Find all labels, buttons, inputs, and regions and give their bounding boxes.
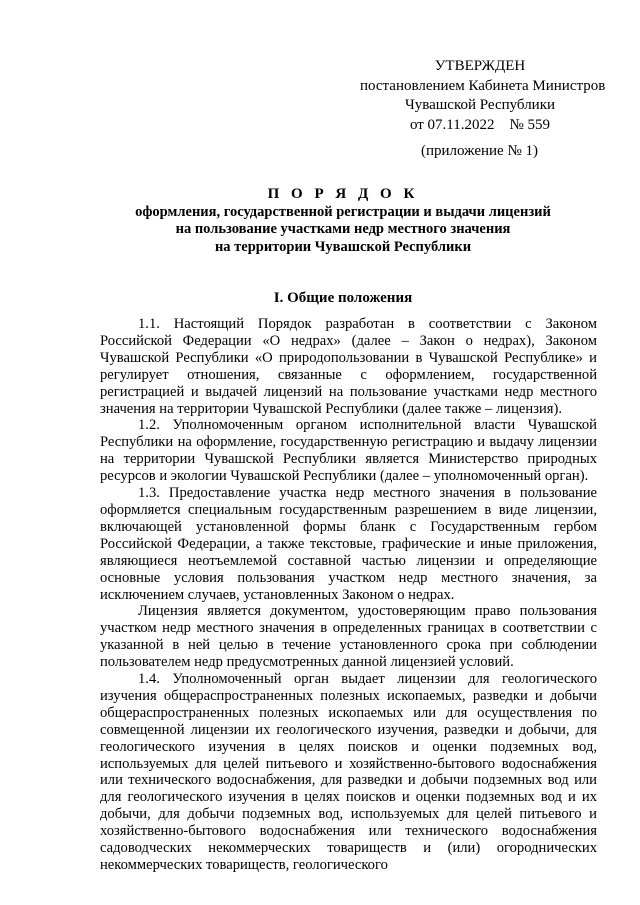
paragraph-1-2: 1.2. Уполномоченным органом исполнительной власти Чувашской Республики на оформление, государственную регистрацию и выдачу лицензии на территории Чувашской Республики является Министерство природных ресурсов и экологии Чувашской Республики (далее – уполномоченный орган). [100,417,597,485]
document-title-line-1: оформления, государственной регистрации и выдачи лицензий [135,203,551,220]
document-title-main: П О Р Я Д О К [267,186,419,202]
paragraph-1-1: 1.1. Настоящий Порядок разработан в соответствии с Законом Российской Федерации «О недрах» (далее – Закон о недрах), Законом Чувашской Республики «О природопользовании в Чувашской Республике» и регулирует отношения, связанные с оформлением, государственной регистрацией и выдачей лицензий на пользование участками недр местного значения на территории Чувашской Республики (далее также – лицензия). [100,316,597,417]
appendix-label: (приложение № 1) [421,143,539,159]
document-title-line-2: на пользование участками недр местного значения [175,221,511,237]
document-title-line-3: на территории Чувашской Республики [214,238,472,255]
paragraph-1-3: 1.3. Предоставление участка недр местного значения в пользование оформляется специальным государственным разрешением в виде лицензии, включающей установленной формы бланк с Государственным гербом Российской Федерации, а также текстовые, графические и иные приложения, являющиеся неотъемлемой составной частью лицензии и определяющие основные условия пользования участком недр местного значения, за исключением случаев, установленных Законом о недрах. [100,485,597,603]
approval-line-3: Чувашской Республики [404,97,556,113]
approval-line-2: постановлением Кабинета Министров [360,77,606,94]
approval-title: УТВЕРЖДЕН [434,58,526,74]
paragraph-license-definition: Лицензия является документом, удостоверяющим право пользования участком недр местного значения в определенных границах в соответствии с указанной в ней целью в течение установленного срока при соблюдении пользователем недр предусмотренных данной лицензией условий. [100,603,597,671]
approval-date-number: от 07.11.2022 № 559 [409,116,551,133]
section-heading: I. Общие положения [273,290,413,306]
paragraph-1-4: 1.4. Уполномоченный орган выдает лицензии для геологического изучения общераспространенных полезных ископаемых, разведки и добычи общераспространенных полезных ископаемых или для осуществления по совмещенной лицензии их геологического изучения, разведки и добычи, для геологического изучения в целях поисков и оценки подземных вод, используемых для целей питьевого и хозяйственно-бытового водоснабжения или технического водоснабжения, для разведки и добычи подземных вод или для геологического изучения в целях поисков и оценки подземных вод и их добычи, для добычи подземных вод, используемых для целей питьевого и хозяйственно-бытового водоснабжения или технического водоснабжения садоводческих некоммерческих товариществ и (или) огороднических некоммерческих товариществ, геологического [100,671,597,873]
approval-block [360,57,606,135]
document-title [100,186,586,256]
body-text [100,316,597,874]
